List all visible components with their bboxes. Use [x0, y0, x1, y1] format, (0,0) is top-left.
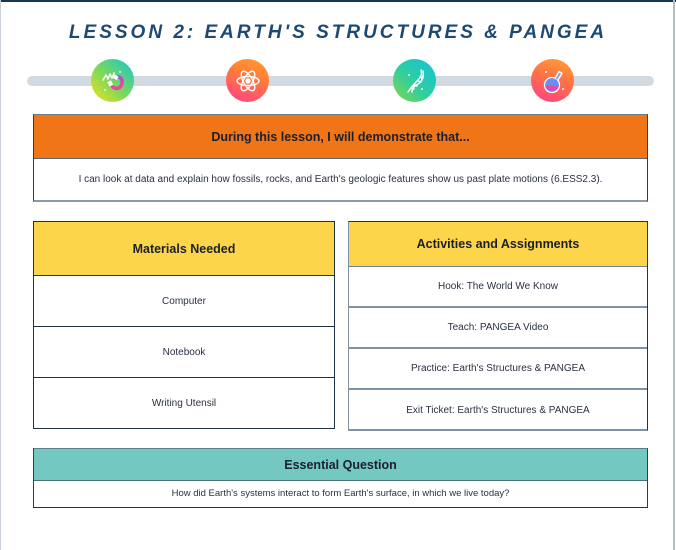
materials-item: Notebook: [34, 327, 334, 378]
activity-item-teach[interactable]: Teach: PANGEA Video: [349, 308, 647, 349]
activity-item-practice[interactable]: Practice: Earth's Structures & PANGEA: [349, 349, 647, 390]
activity-item-hook[interactable]: Hook: The World We Know: [349, 267, 647, 308]
atom-icon: [233, 66, 263, 96]
objective-text: I can look at data and explain how fossils, rocks, and Earth's geologic features show us past plate motions (6.ESS2.3).: [78, 174, 603, 185]
essential-question-text: How did Earth's systems interact to form Earth's surface, in which we live today?: [171, 488, 510, 499]
materials-needed-card: [33, 221, 335, 429]
dna-icon: [400, 66, 430, 96]
objective-heading: During this lesson, I will demonstrate that...: [34, 115, 647, 159]
page-title: LESSON 2: EARTH'S STRUCTURES & PANGEA: [68, 22, 608, 43]
page-right-border: [673, 0, 675, 550]
essential-question-card: [33, 448, 648, 508]
activity-item-exit-ticket[interactable]: Exit Ticket: Earth's Structures & PANGEA: [406, 405, 590, 416]
lesson-objective-card: [33, 114, 648, 202]
progress-badge-flask: [531, 59, 574, 102]
progress-badge-atom: [226, 59, 269, 102]
materials-item: Computer: [34, 276, 334, 327]
materials-item: Writing Utensil: [151, 398, 217, 409]
page-top-border: [0, 0, 676, 2]
flask-icon: [538, 66, 568, 96]
materials-heading: Materials Needed: [34, 222, 334, 276]
progress-badge-magnet: [91, 59, 134, 102]
magnet-icon: [98, 66, 128, 96]
activities-assignments-card: [348, 221, 648, 431]
progress-badge-dna: [393, 59, 436, 102]
essential-question-heading: Essential Question: [34, 449, 647, 481]
page-left-border: [0, 0, 1, 550]
activities-heading: Activities and Assignments: [349, 222, 647, 267]
